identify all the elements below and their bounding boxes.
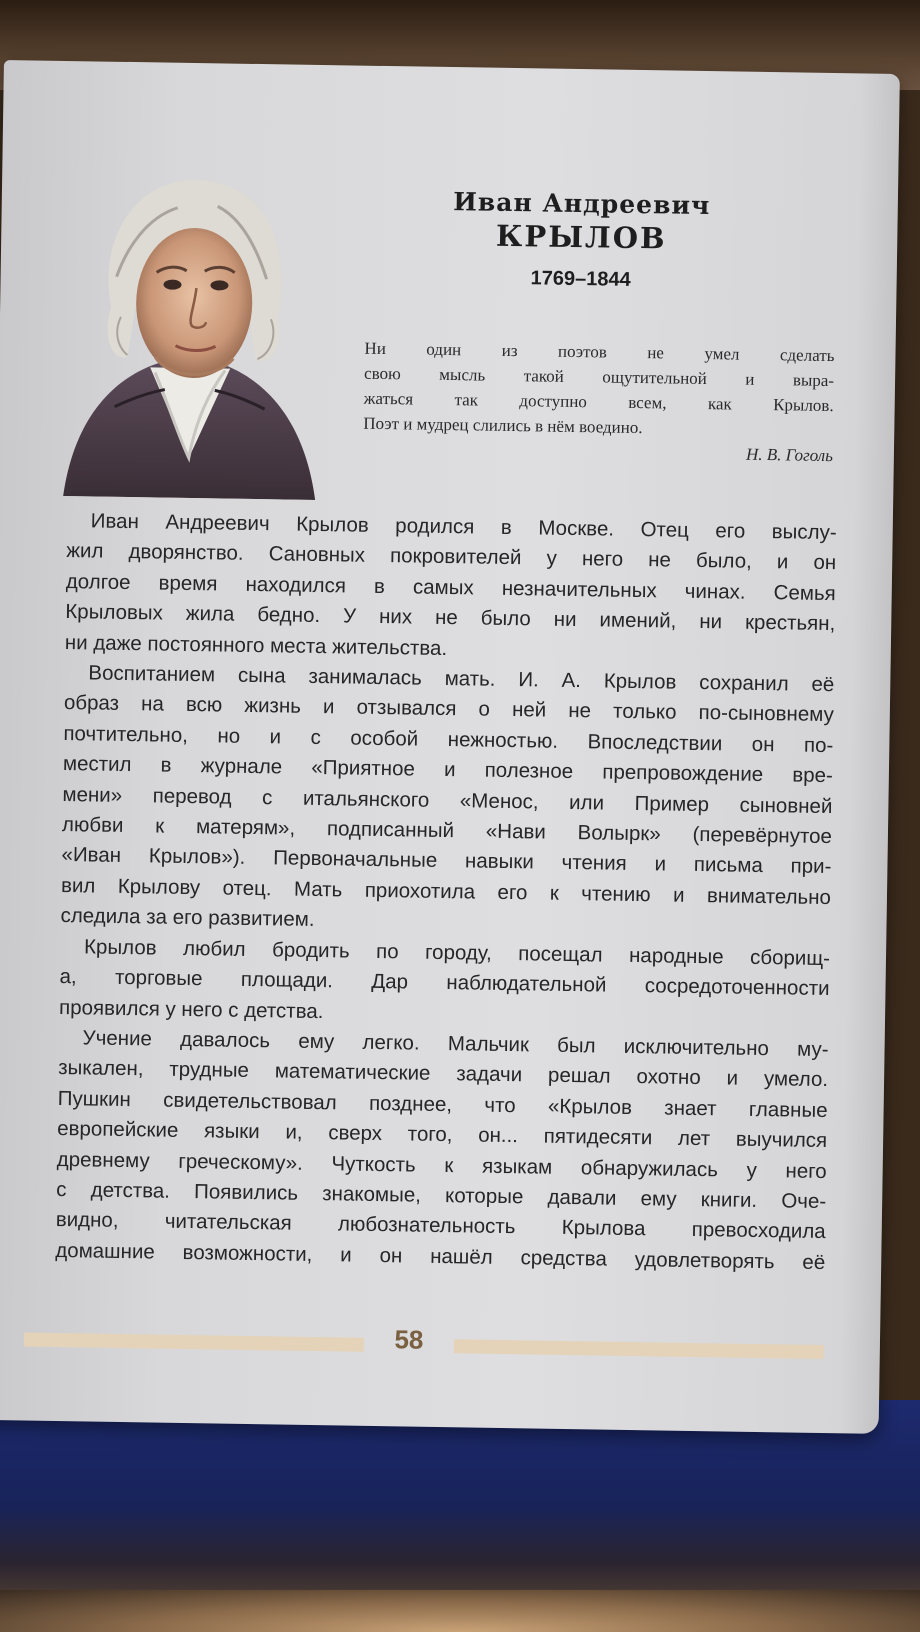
page-edge-shadow (839, 73, 900, 1433)
text-line: почтительно, но и с особой нежностью. Впоследствии он по- (63, 721, 834, 757)
text-line: домашние возможности, и он нашёл средства удовлетворять её (55, 1238, 826, 1274)
text-line: европейские языки и, сверх того, он... пятидесяти лет выучился (57, 1117, 828, 1153)
text-line: любви к матерям», подписанный «Нави Волырк» (перевёрнутое (61, 813, 833, 849)
text-line: а, торговые площади. Дар наблюдательной сосредоточенности (59, 965, 830, 1001)
text-line: долгое время находился в самых незначительных чинах. Семья (65, 569, 836, 605)
text-line: мени» перевод с итальянского «Менос, или Пример сыновней (62, 782, 833, 818)
text-line: древнему греческому». Чуткость к языкам обнаружилась у него (56, 1147, 827, 1183)
background-seam (0, 1590, 920, 1632)
author-name: Иван Андреевич (453, 187, 711, 221)
author-years: 1769–1844 (530, 267, 631, 291)
background-bottom (0, 1400, 920, 1632)
text-line: Пушкин свидетельствовал позднее, что «Крылов знает главные (57, 1086, 828, 1122)
epigraph-line: жаться так доступно всем, как Крылов. (363, 388, 834, 416)
text-line: жил дворянство. Сановных покровителей у него не было, и он (66, 539, 837, 575)
epigraph (363, 336, 835, 468)
footer-bar-right (454, 1339, 824, 1359)
text-line: Воспитанием сына занималась мать. И. А. Крылов сохранил её (88, 661, 835, 697)
text-line: Иван Андреевич Крылов родился в Москве. Отец его выслу- (90, 509, 837, 545)
text-line: ни даже постоянного места жительства. (64, 630, 448, 660)
epigraph-line: Поэт и мудрец слились в нём воедино. (363, 413, 643, 438)
page-number: 58 (394, 1324, 424, 1355)
body-text (55, 506, 837, 1278)
footer-bar-left (24, 1332, 364, 1351)
text-line: с детства. Появились знакомые, которые давали ему книги. Оче- (56, 1177, 827, 1213)
text-line: образ на всю жизнь и отзывался о ней не только по-сыновнему (63, 691, 834, 727)
text-line: видно, читательская любознательность Крылова превосходила (55, 1208, 826, 1244)
text-line: следила за его развитием. (60, 904, 315, 932)
portrait-illustration (53, 156, 328, 500)
text-line: «Иван Крылов»). Первоначальные навыки чтения и письма при- (61, 843, 832, 879)
page-footer (24, 1318, 825, 1371)
text-line: вил Крылову отец. Мать приохотила его к чтению и внимательно (60, 873, 832, 909)
article-heading (330, 185, 832, 295)
epigraph-attribution: Н. В. Гоголь (745, 444, 834, 466)
text-line: местил в журнале «Приятное и полезное препровождение вре- (62, 752, 834, 788)
text-line: зыкален, трудные математические задачи решал охотно и умело. (57, 1056, 829, 1092)
author-surname: КРЫЛОВ (495, 218, 667, 256)
epigraph-line: Ни один из поэтов не умел сделать (364, 338, 835, 366)
book-page (0, 60, 900, 1434)
text-line: Крылов любил бродить по городу, посещал народные сборищ- (83, 935, 831, 970)
epigraph-line: свою мысль такой ощутительной и выра- (363, 363, 835, 391)
text-line: Учение давалось ему легко. Мальчик был исключительно му- (82, 1026, 829, 1061)
text-line: Крыловых жила бедно. У них не было ни имений, ни крестьян, (65, 600, 836, 636)
text-line: проявился у него с детства. (58, 995, 324, 1023)
